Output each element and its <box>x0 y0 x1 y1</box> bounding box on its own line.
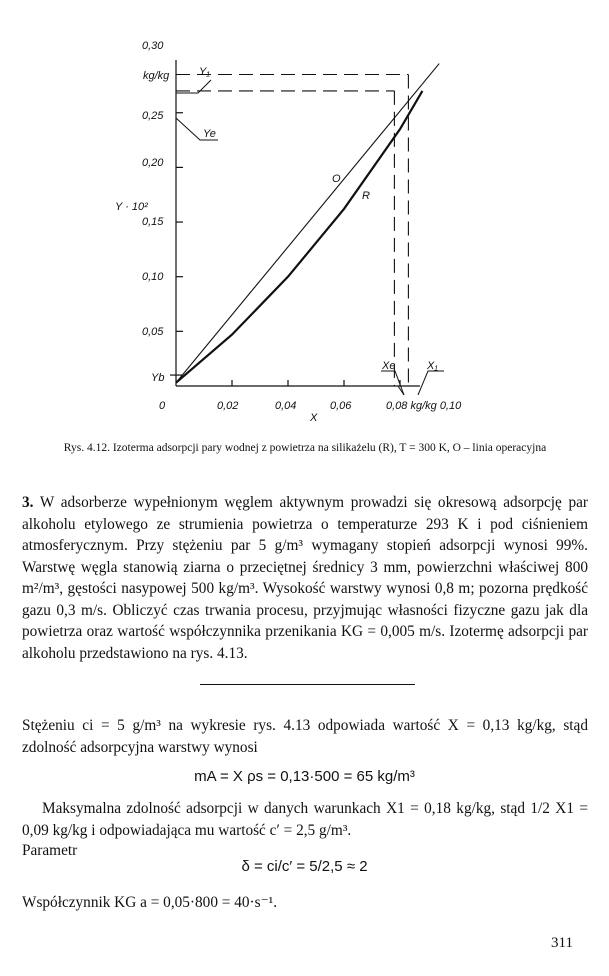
solution-paragraph-2: Maksymalna zdolność adsorpcji w danych warunkach X1 = 0,18 kg/kg, stąd 1/2 X1 = 0,09 kg/kg i odpowiadająca mu wartość c′ = 2,5 g/m³. <box>22 800 588 839</box>
y-tick-label: 0,25 <box>142 110 164 122</box>
label-ye: Ye <box>203 128 216 140</box>
x-tick-label: 0,08 kg/kg 0,10 <box>386 400 462 412</box>
x-tick-label: 0,06 <box>330 400 352 412</box>
page-number: 311 <box>551 935 573 951</box>
label-y1: Y₁ <box>199 66 210 78</box>
parametr-label: Parametr <box>22 842 78 859</box>
y-axis-title: Y · 10² <box>115 201 148 213</box>
coefficient-paragraph: Współczynnik KG a = 0,05·800 = 40·s⁻¹. <box>22 894 278 911</box>
x-axis-title: X <box>310 412 318 424</box>
problem-paragraph <box>22 492 588 664</box>
x-tick-label: 0,02 <box>217 400 239 412</box>
label-isotherm: R <box>362 190 370 202</box>
problem-text: W adsorberze wypełnionym węglem aktywnym prowadzi się okresową adsorpcję par alkoholu etylowego ze strumienia powietrza o temperaturze 293 K i pod ciśnieniem atmosferycznym. Przy stężeniu par 5 g/m³ wymagany stopień adsorpcji wynosi 99%. Warstwę węgla stanowią ziarna o przeciętnej średnicy 3 mm, powierzchni właściwej 800 m²/m³, gęstości nasypowej 500 kg/m³. Wysokość warstwy wynosi 0,8 m; pozorna prędkość gazu 0,3 m/s. Obliczyć czas trwania procesu, przyjmując własności fizyczne gazu jak dla powietrza oraz wartość współczynnika przenikania KG = 0,005 m/s. Izotermę adsorpcji par alkoholu przedstawiono na rys. 4.13. <box>22 494 588 662</box>
y-tick-label: 0,05 <box>142 326 164 338</box>
label-operating-line: O <box>332 173 341 185</box>
y-tick-label: 0,20 <box>142 157 164 169</box>
x-tick-label: 0,04 <box>275 400 297 412</box>
label-x1: X₁ <box>427 360 438 372</box>
separator-rule <box>200 684 415 685</box>
formula-delta: δ = ci/c′ = 5/2,5 ≈ 2 <box>241 858 368 875</box>
x1-leader <box>418 371 444 395</box>
y-unit-label: kg/kg <box>143 70 170 82</box>
isotherm-chart <box>0 0 609 440</box>
yb-label: Yb <box>151 372 165 384</box>
y-tick-label: 0,15 <box>142 216 164 228</box>
y-tick-label: 0,30 <box>142 40 164 52</box>
figure-caption: Rys. 4.12. Izoterma adsorpcji pary wodnej z powietrza na silikażelu (R), T = 300 K, O – linia operacyjna <box>63 442 547 454</box>
formula-mass: mA = X ρs = 0,13·500 = 65 kg/m³ <box>194 768 415 785</box>
solution-paragraph-1: Stężeniu ci = 5 g/m³ na wykresie rys. 4.13 odpowiada wartość X = 0,13 kg/kg, stąd zdolność adsorpcyjna warstwy wynosi <box>22 717 588 756</box>
problem-number: 3. <box>22 494 34 511</box>
y-tick-label: 0,10 <box>142 271 164 283</box>
operating-line-O <box>176 64 439 383</box>
x-tick-label: 0 <box>159 400 166 412</box>
label-xe: Xe <box>382 360 396 372</box>
